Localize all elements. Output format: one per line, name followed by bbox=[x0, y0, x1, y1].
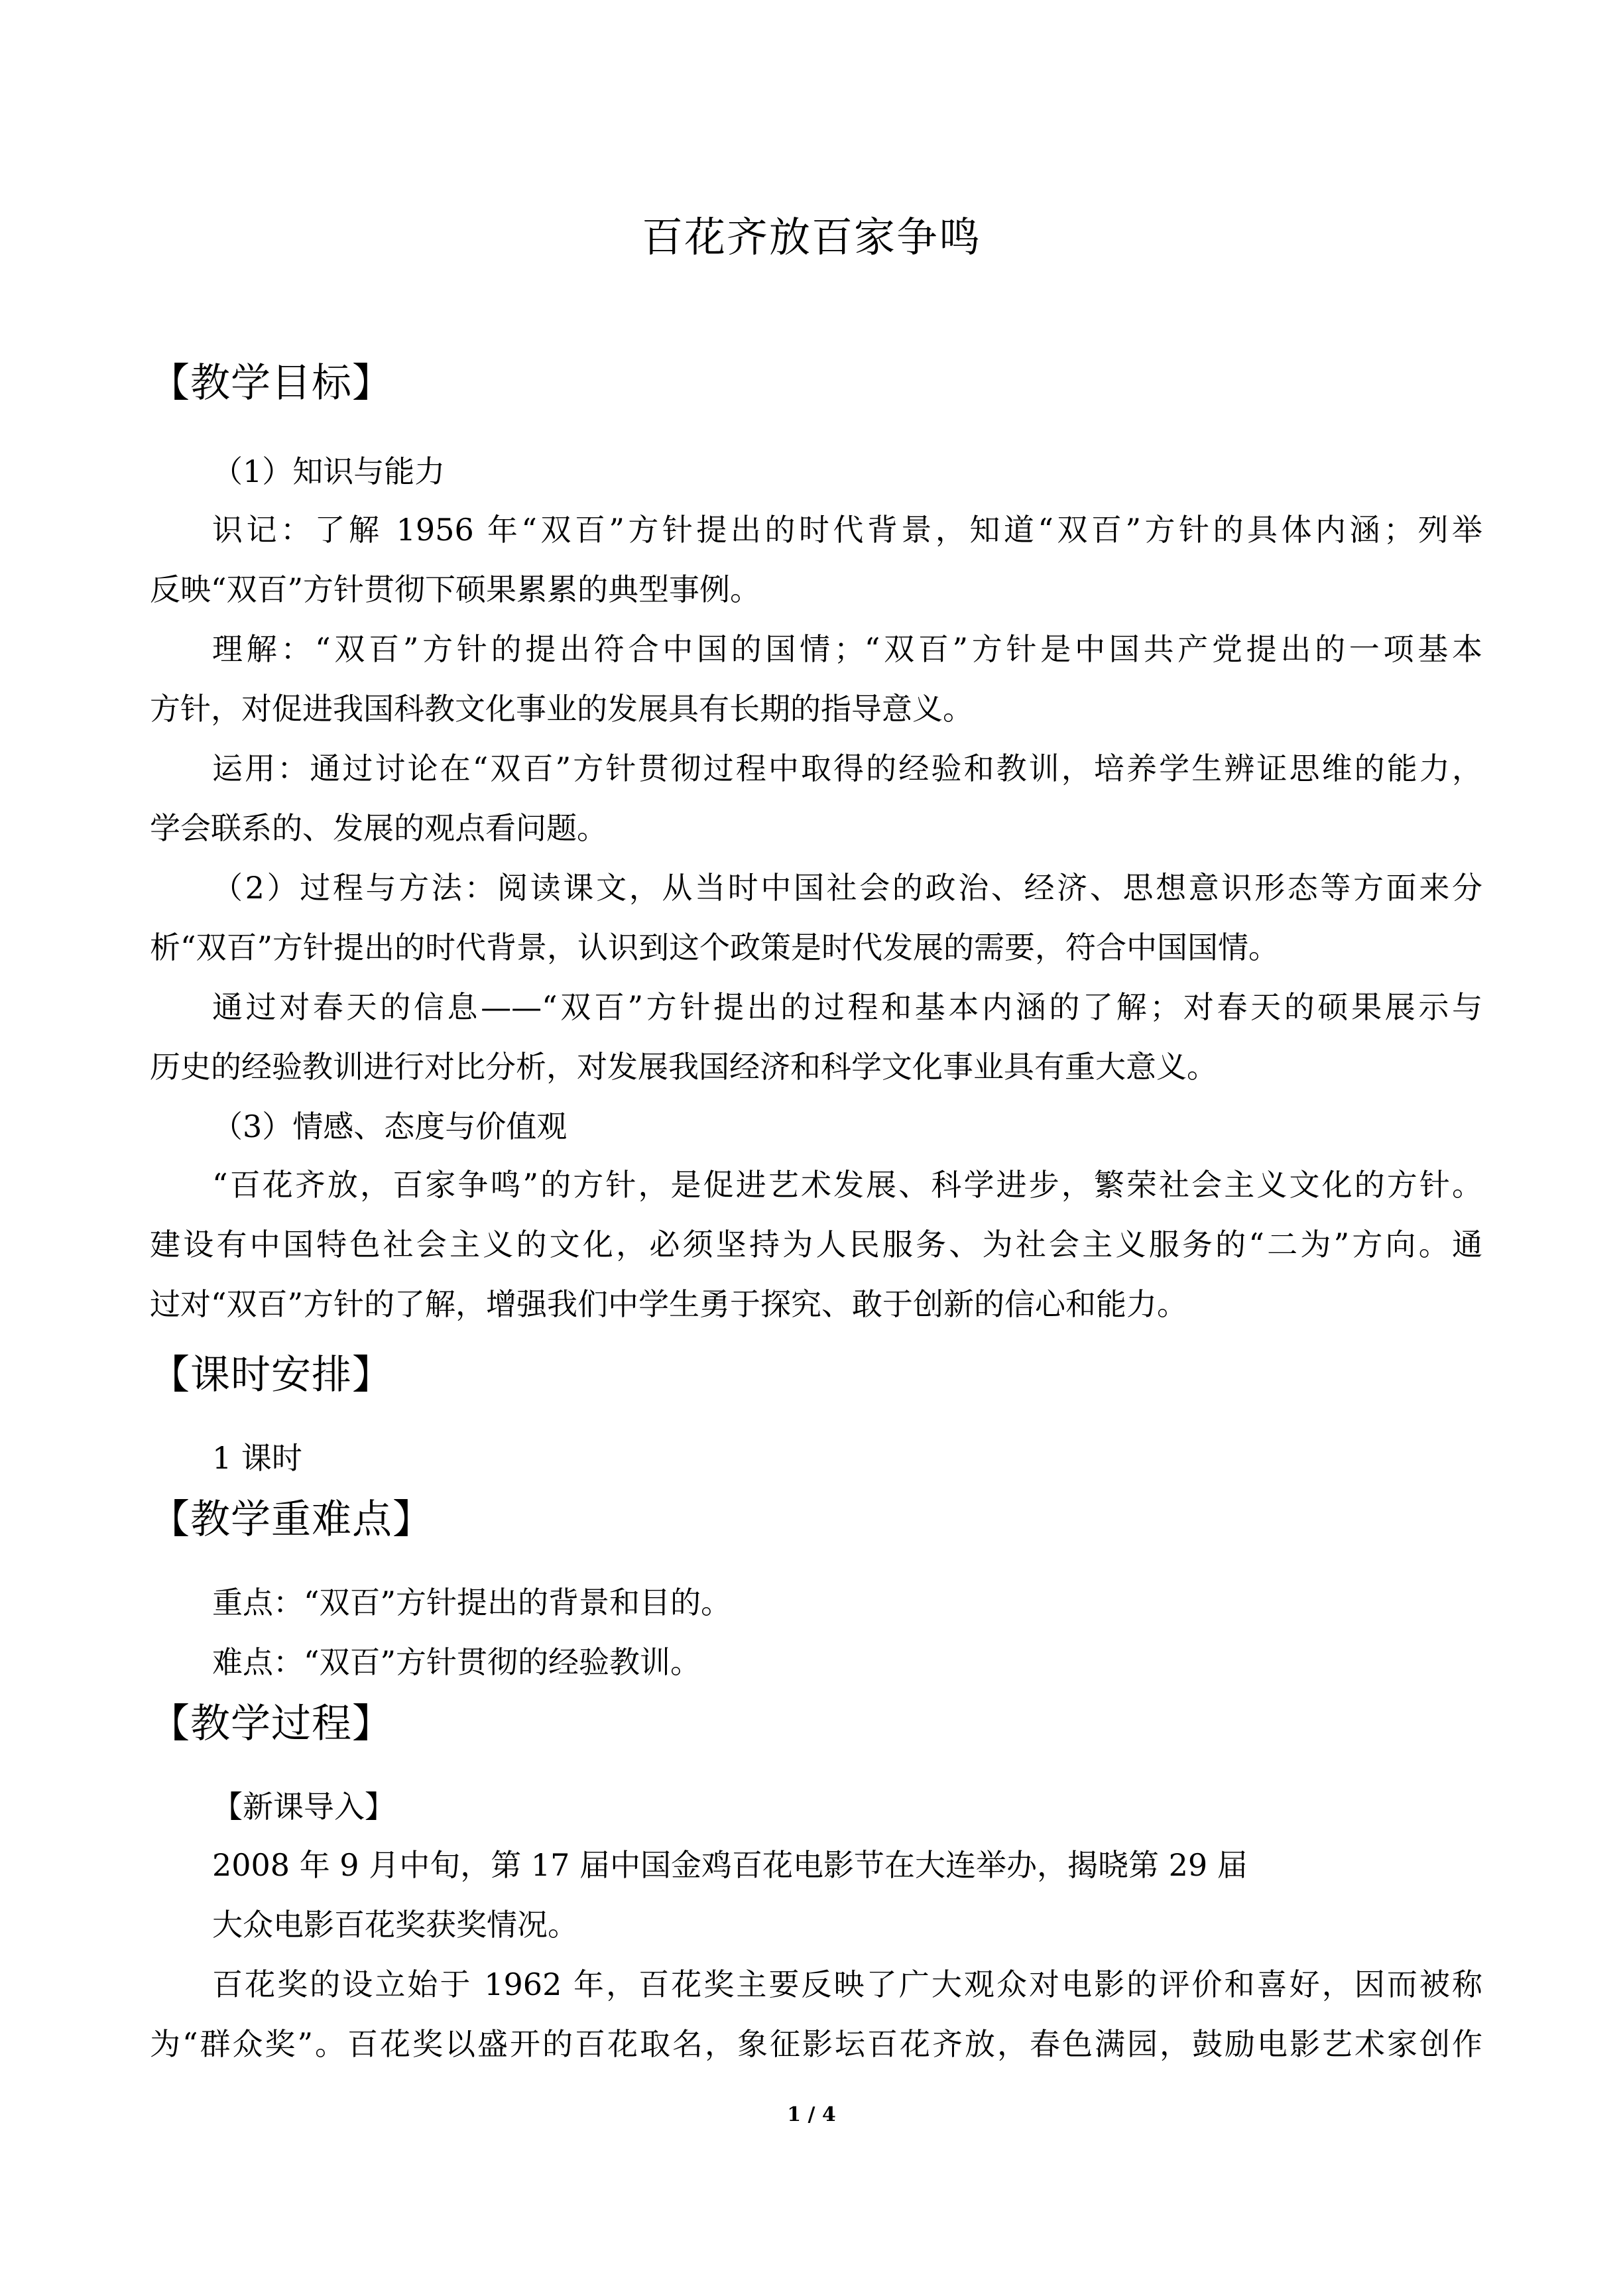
section-heading-process: 【教学过程】 bbox=[150, 1701, 392, 1747]
process-line-1: 【新课导入】 bbox=[212, 1789, 395, 1825]
objectives-line-10: 通过对春天的信息——“双百”方针提出的过程和基本内涵的了解；对春天的硕果展示与 bbox=[212, 989, 1482, 1025]
page-number: 1 / 4 bbox=[787, 2103, 836, 2126]
objectives-line-4: 理解：“双百”方针的提出符合中国的国情；“双百”方针是中国共产党提出的一项基本 bbox=[212, 631, 1482, 667]
process-line-5: 为“群众奖”。百花奖以盛开的百花取名，象征影坛百花齐放，春色满园，鼓励电影艺术家创作 bbox=[150, 2026, 1482, 2062]
key-points-line-1: 重点：“双百”方针提出的背景和目的。 bbox=[212, 1585, 732, 1620]
schedule-line-1: 1 课时 bbox=[212, 1440, 302, 1476]
objectives-line-1: （1）知识与能力 bbox=[212, 453, 446, 489]
objectives-line-5: 方针，对促进我国科教文化事业的发展具有长期的指导意义。 bbox=[150, 691, 973, 727]
objectives-line-2: 识记：了解 1956 年“双百”方针提出的时代背景，知道“双百”方针的具体内涵；列举 bbox=[212, 512, 1482, 548]
objectives-line-15: 过对“双百”方针的了解，增强我们中学生勇于探究、敢于创新的信心和能力。 bbox=[150, 1286, 1188, 1322]
process-line-2: 2008 年 9 月中旬，第 17 届中国金鸡百花电影节在大连举办，揭晓第 29 届 bbox=[212, 1847, 1248, 1883]
objectives-line-6: 运用：通过讨论在“双百”方针贯彻过程中取得的经验和教训，培养学生辨证思维的能力， bbox=[212, 751, 1482, 786]
key-points-line-2: 难点：“双百”方针贯彻的经验教训。 bbox=[212, 1644, 701, 1680]
objectives-line-7: 学会联系的、发展的观点看问题。 bbox=[150, 810, 607, 846]
objectives-line-14: 建设有中国特色社会主义的文化，必须坚持为人民服务、为社会主义服务的“二为”方向。通 bbox=[150, 1227, 1482, 1262]
section-heading-objectives: 【教学目标】 bbox=[150, 360, 392, 406]
process-line-4: 百花奖的设立始于 1962 年，百花奖主要反映了广大观众对电影的评价和喜好，因而被称 bbox=[212, 1966, 1482, 2002]
objectives-line-11: 历史的经验教训进行对比分析，对发展我国经济和科学文化事业具有重大意义。 bbox=[150, 1049, 1217, 1085]
objectives-line-3: 反映“双百”方针贯彻下硕果累累的典型事例。 bbox=[150, 572, 761, 607]
objectives-line-12: （3）情感、态度与价值观 bbox=[212, 1109, 568, 1144]
section-heading-key-points: 【教学重难点】 bbox=[150, 1496, 433, 1543]
process-line-3: 大众电影百花奖获奖情况。 bbox=[212, 1907, 578, 1943]
objectives-line-13: “百花齐放，百家争鸣”的方针，是促进艺术发展、科学进步，繁荣社会主义文化的方针。 bbox=[212, 1167, 1482, 1203]
section-heading-schedule: 【课时安排】 bbox=[150, 1352, 392, 1398]
objectives-line-8: （2）过程与方法：阅读课文，从当时中国社会的政治、经济、思想意识形态等方面来分 bbox=[212, 870, 1482, 906]
objectives-line-9: 析“双百”方针提出的时代背景，认识到这个政策是时代发展的需要，符合中国国情。 bbox=[150, 930, 1280, 965]
document-title: 百花齐放百家争鸣 bbox=[641, 213, 981, 261]
